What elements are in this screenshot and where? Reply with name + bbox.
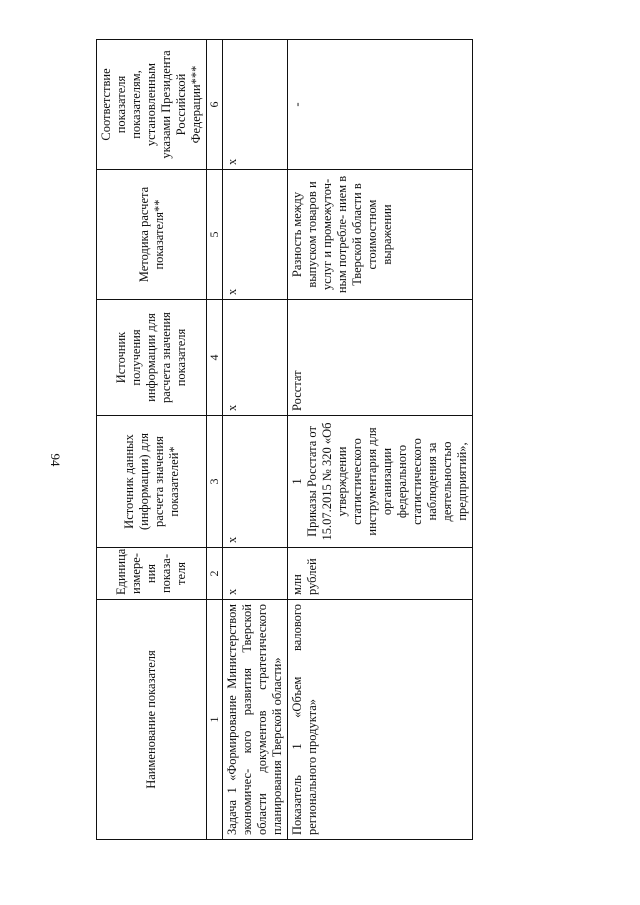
unit-cell: млн рублей — [288, 548, 473, 600]
compliance-cell: - — [288, 40, 473, 170]
indicators-table — [96, 39, 473, 840]
header-indicator-name: Наименование показателя — [97, 600, 207, 840]
header-method: Методика расчета показателя** — [97, 170, 207, 300]
column-number: 4 — [207, 300, 223, 416]
header-data-source: Источник данных (информации) для расчета значения показателей* — [97, 416, 207, 548]
column-number-row — [207, 40, 223, 840]
data-source-cell: х — [223, 416, 288, 548]
page-number: 94 — [48, 453, 63, 467]
method-cell: х — [223, 170, 288, 300]
data-source-text: Приказы Росстата от 15.07.2015 № 320 «Об утверждении статистического инструментария для организации федерального статистического наблюдения за деятельностью предприятий», — [305, 422, 469, 541]
indicator-name-cell: Задача 1 «Формирование Министерством экономичес- кого развития Тверской области документов стратегического планирования Тверской области» — [223, 600, 288, 840]
method-cell: Разность между выпуском товаров и услуг и промежуточ- ным потребле- нием в Тверской области в стоимостном выражении — [288, 170, 473, 300]
data-source-cell — [288, 416, 473, 548]
header-compliance: Соответствие показателя показателям, установленным указами Президента Российской Федерации*** — [97, 40, 207, 170]
column-number: 3 — [207, 416, 223, 548]
column-number: 6 — [207, 40, 223, 170]
info-source-cell: Росстат — [288, 300, 473, 416]
unit-cell: х — [223, 548, 288, 600]
table-row — [288, 40, 473, 840]
indicator-name-cell: Показатель 1 «Объем валового регионального продукта» — [288, 600, 473, 840]
column-number: 5 — [207, 170, 223, 300]
header-row — [97, 40, 207, 840]
header-unit: Единица измере- ния показа- теля — [97, 548, 207, 600]
rotated-table-container — [96, 40, 469, 840]
column-number: 2 — [207, 548, 223, 600]
header-info-source: Источник получения информации для расчета значения показателя — [97, 300, 207, 416]
data-source-number: 1 — [290, 478, 304, 485]
info-source-cell: х — [223, 300, 288, 416]
column-number: 1 — [207, 600, 223, 840]
compliance-cell: х — [223, 40, 288, 170]
table-row — [223, 40, 288, 840]
